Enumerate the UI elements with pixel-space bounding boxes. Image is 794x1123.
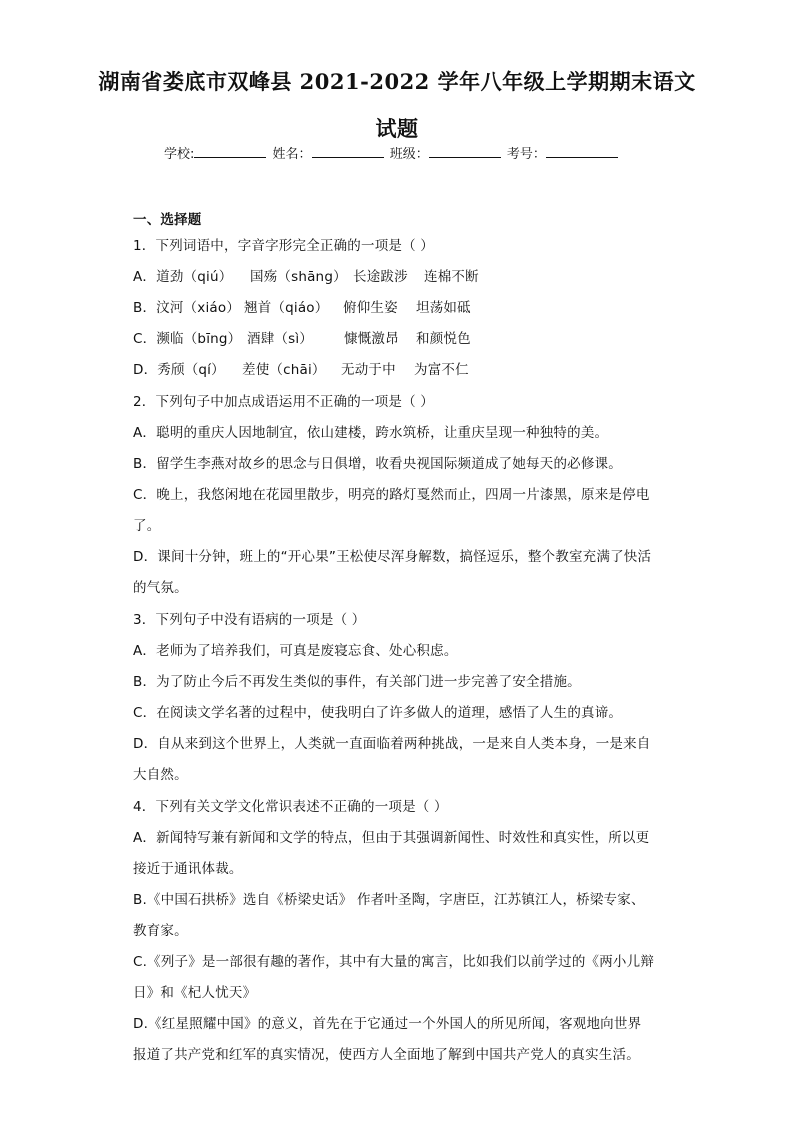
class-label: 班级： — [389, 147, 429, 162]
q1-d-part2: 差使（chāi） — [242, 362, 326, 378]
q4-option-a-line1: A．新闻特写兼有新闻和文学的特点，但由于其强调新闻性、时效性和真实性，所以更 — [133, 830, 650, 846]
q1-a-part4: 连棉不断 — [424, 269, 479, 285]
q2-option-a: A．聪明的重庆人因地制宜，依山建楼，跨水筑桥，让重庆呈现一种独特的美。 — [133, 425, 609, 441]
q2-option-d-line1: D．课间十分钟，班上的“开心果”王松使尽浑身解数，搞怪逗乐，整个教室充满了快活 — [133, 549, 652, 565]
q1-option-d — [133, 358, 469, 378]
q1-c-part3: 慷慨激昂 — [344, 331, 399, 347]
q2-option-b: B．留学生李燕对故乡的思念与日俱增，收看央视国际频道成了她每天的必修课。 — [133, 456, 622, 472]
q1-c-part4: 和颜悦色 — [416, 331, 471, 347]
q1-option-b — [133, 296, 471, 316]
q1-a-part2: 国殇（shāng） — [250, 269, 347, 285]
q4-option-c-line1: C.《列子》是一部很有趣的著作，其中有大量的寓言，比如我们以前学过的《两小儿辩 — [133, 954, 655, 970]
name-blank — [312, 143, 384, 158]
name-label: 姓名： — [272, 147, 312, 162]
school-blank — [194, 143, 266, 158]
q3-option-c: C．在阅读文学名著的过程中，使我明白了许多做人的道理，感悟了人生的真谛。 — [133, 705, 623, 721]
q2-stem: 2．下列句子中加点成语运用不正确的一项是（ ） — [133, 394, 434, 410]
q3-option-d-line1: D．自从来到这个世界上，人类就一直面临着两种挑战，一是来自人类本身，一是来自 — [133, 736, 651, 752]
q3-option-a: A．老师为了培养我们，可真是废寝忘食、处心积虑。 — [133, 643, 458, 659]
q4-option-b-line1: B.《中国石拱桥》选自《桥梁史话》 作者叶圣陶，字唐臣，江苏镇江人，桥梁专家、 — [133, 892, 645, 908]
q1-option-a — [133, 265, 479, 285]
q1-a-part3: 长途跋涉 — [353, 269, 408, 285]
q4-option-d-line1: D.《红星照耀中国》的意义，首先在于它通过一个外国人的所见所闻，客观地向世界 — [133, 1016, 642, 1032]
q1-stem: 1．下列词语中，字音字形完全正确的一项是（ ） — [133, 238, 434, 254]
q1-c-part2: 酒肆（sì） — [247, 331, 313, 347]
q4-option-d-line2: 报道了共产党和红军的真实情况，使西方人全面地了解到中国共产党人的真实生活。 — [133, 1047, 640, 1063]
exam-number-label: 考号： — [506, 147, 546, 162]
exam-number-blank — [546, 143, 618, 158]
q1-d-part1: D．秀颀（qí） — [133, 362, 225, 378]
q4-option-a-line2: 接近于通讯体裁。 — [133, 861, 243, 877]
q1-d-part4: 为富不仁 — [414, 362, 469, 378]
q1-a-part1: A．道劲（qiú） — [133, 269, 233, 285]
q3-option-b: B．为了防止今后不再发生类似的事件，有关部门进一步完善了安全措施。 — [133, 674, 581, 690]
q3-option-d-line2: 大自然。 — [133, 767, 188, 783]
q4-option-c-line2: 日》和《杞人忧天》 — [133, 985, 257, 1001]
q1-b-part2: 翘首（qiáo） — [244, 300, 329, 316]
q4-option-b-line2: 教育家。 — [133, 923, 188, 939]
q2-option-c-line1: C．晚上，我悠闲地在花园里散步，明亮的路灯戛然而止，四周一片漆黑，原来是停电 — [133, 487, 650, 503]
q1-b-part1: B．汶河（xiáo） — [133, 300, 241, 316]
q2-option-c-line2: 了。 — [133, 518, 161, 534]
q1-c-part1: C．濒临（bīng） — [133, 331, 242, 347]
exam-title-line1: 湖南省娄底市双峰县 2021-2022 学年八年级上学期期末语文 — [98, 69, 696, 94]
q1-b-part3: 俯仰生姿 — [343, 300, 398, 316]
q1-d-part3: 无动于中 — [341, 362, 396, 378]
q2-option-d-line2: 的气氛。 — [133, 580, 188, 596]
student-info-row — [164, 143, 620, 162]
exam-title-line2: 试题 — [375, 116, 419, 141]
q1-b-part4: 坦荡如砥 — [416, 300, 471, 316]
q1-option-c — [133, 327, 471, 347]
q4-stem: 4．下列有关文学文化常识表述不正确的一项是（ ） — [133, 799, 448, 815]
section-heading: 一、选择题 — [133, 212, 202, 228]
class-blank — [429, 143, 501, 158]
q3-stem: 3．下列句子中没有语病的一项是（ ） — [133, 612, 366, 628]
school-label: 学校: — [164, 147, 195, 162]
